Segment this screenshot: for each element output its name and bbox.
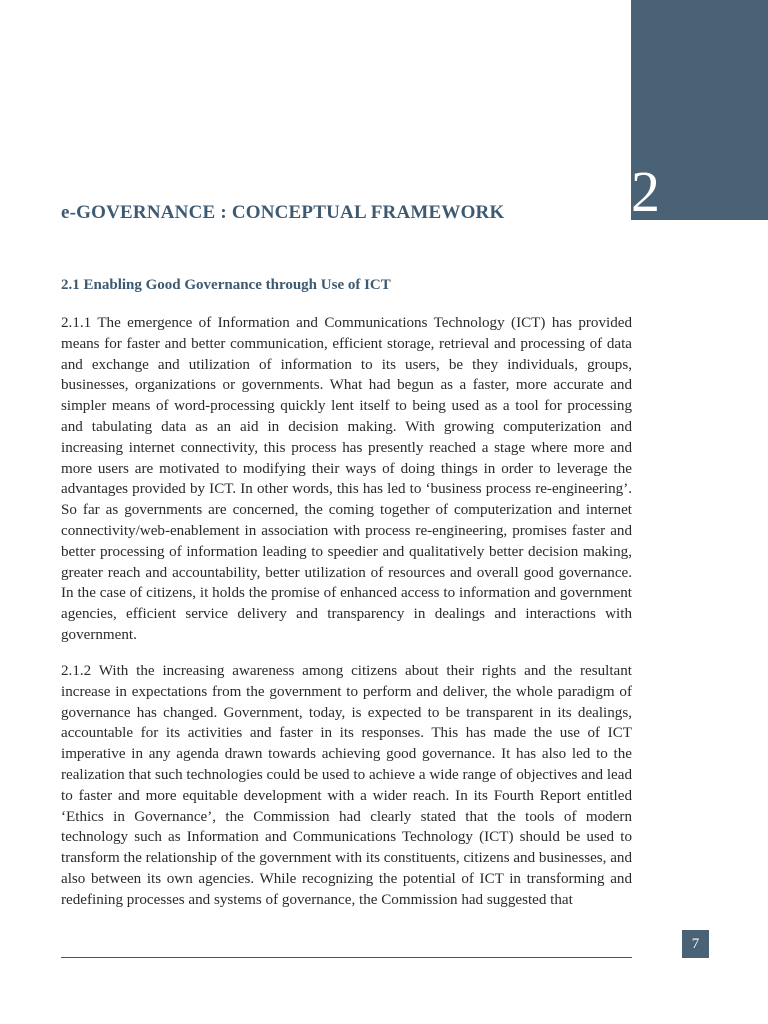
- paragraph-2-1-2: 2.1.2 With the increasing awareness among citizens about their rights and the resultant increase in expectations from the government to perform and deliver, the whole paradigm of governance has changed. Government, today, is expected to be transparent in its dealings, accountable for its activities and faster in its responses. This has made the use of ICT imperative in any agenda drawn towards achieving good governance. It has also led to the realization that such technologies could be used to achieve a wide range of objectives and lead to faster and more equitable development with a wider reach. In its Fourth Report entitled ‘Ethics in Governance’, the Commission had clearly stated that the tools of modern technology such as Information and Communications Technology (ICT) should be used to transform the relationship of the government with its constituents, citizens and businesses, and also between its own agencies. While recognizing the potential of ICT in transforming and redefining processes and systems of governance, the Commission had suggested that: [61, 663, 632, 908]
- chapter-number: 2: [631, 159, 660, 224]
- page-number: 7: [682, 930, 709, 958]
- paragraph-2-1-1: 2.1.1 The emergence of Information and Communications Technology (ICT) has provided means for faster and better communication, efficient storage, retrieval and processing of data and exchange and utilization of information to its users, be they individuals, groups, businesses, organizations or governments. What had begun as a faster, more accurate and simpler means of word-processing quickly lent itself to being used as a tool for processing and tabulating data as an aid in decision making. With growing computerization and increasing internet connectivity, this process has presently reached a stage where more and more users are motivated to modifying their ways of doing things in order to leverage the advantages provided by ICT. In other words, this has led to ‘business process re-engineering’. So far as governments are concerned, the coming together of computerization and internet connectivity/web-enablement in association with process re-engineering, promises faster and better processing of information leading to speedier and qualitatively better decision making, greater reach and accountability, better utilization of resources and overall good governance. In the case of citizens, it holds the promise of enhanced access to information and government agencies, efficient service delivery and transparency in dealings and interactions with government.: [61, 315, 632, 643]
- footer-divider: [61, 957, 632, 958]
- section-heading: 2.1 Enabling Good Governance through Use of ICT: [61, 277, 391, 293]
- chapter-title: e-GOVERNANCE : CONCEPTUAL FRAMEWORK: [61, 202, 505, 223]
